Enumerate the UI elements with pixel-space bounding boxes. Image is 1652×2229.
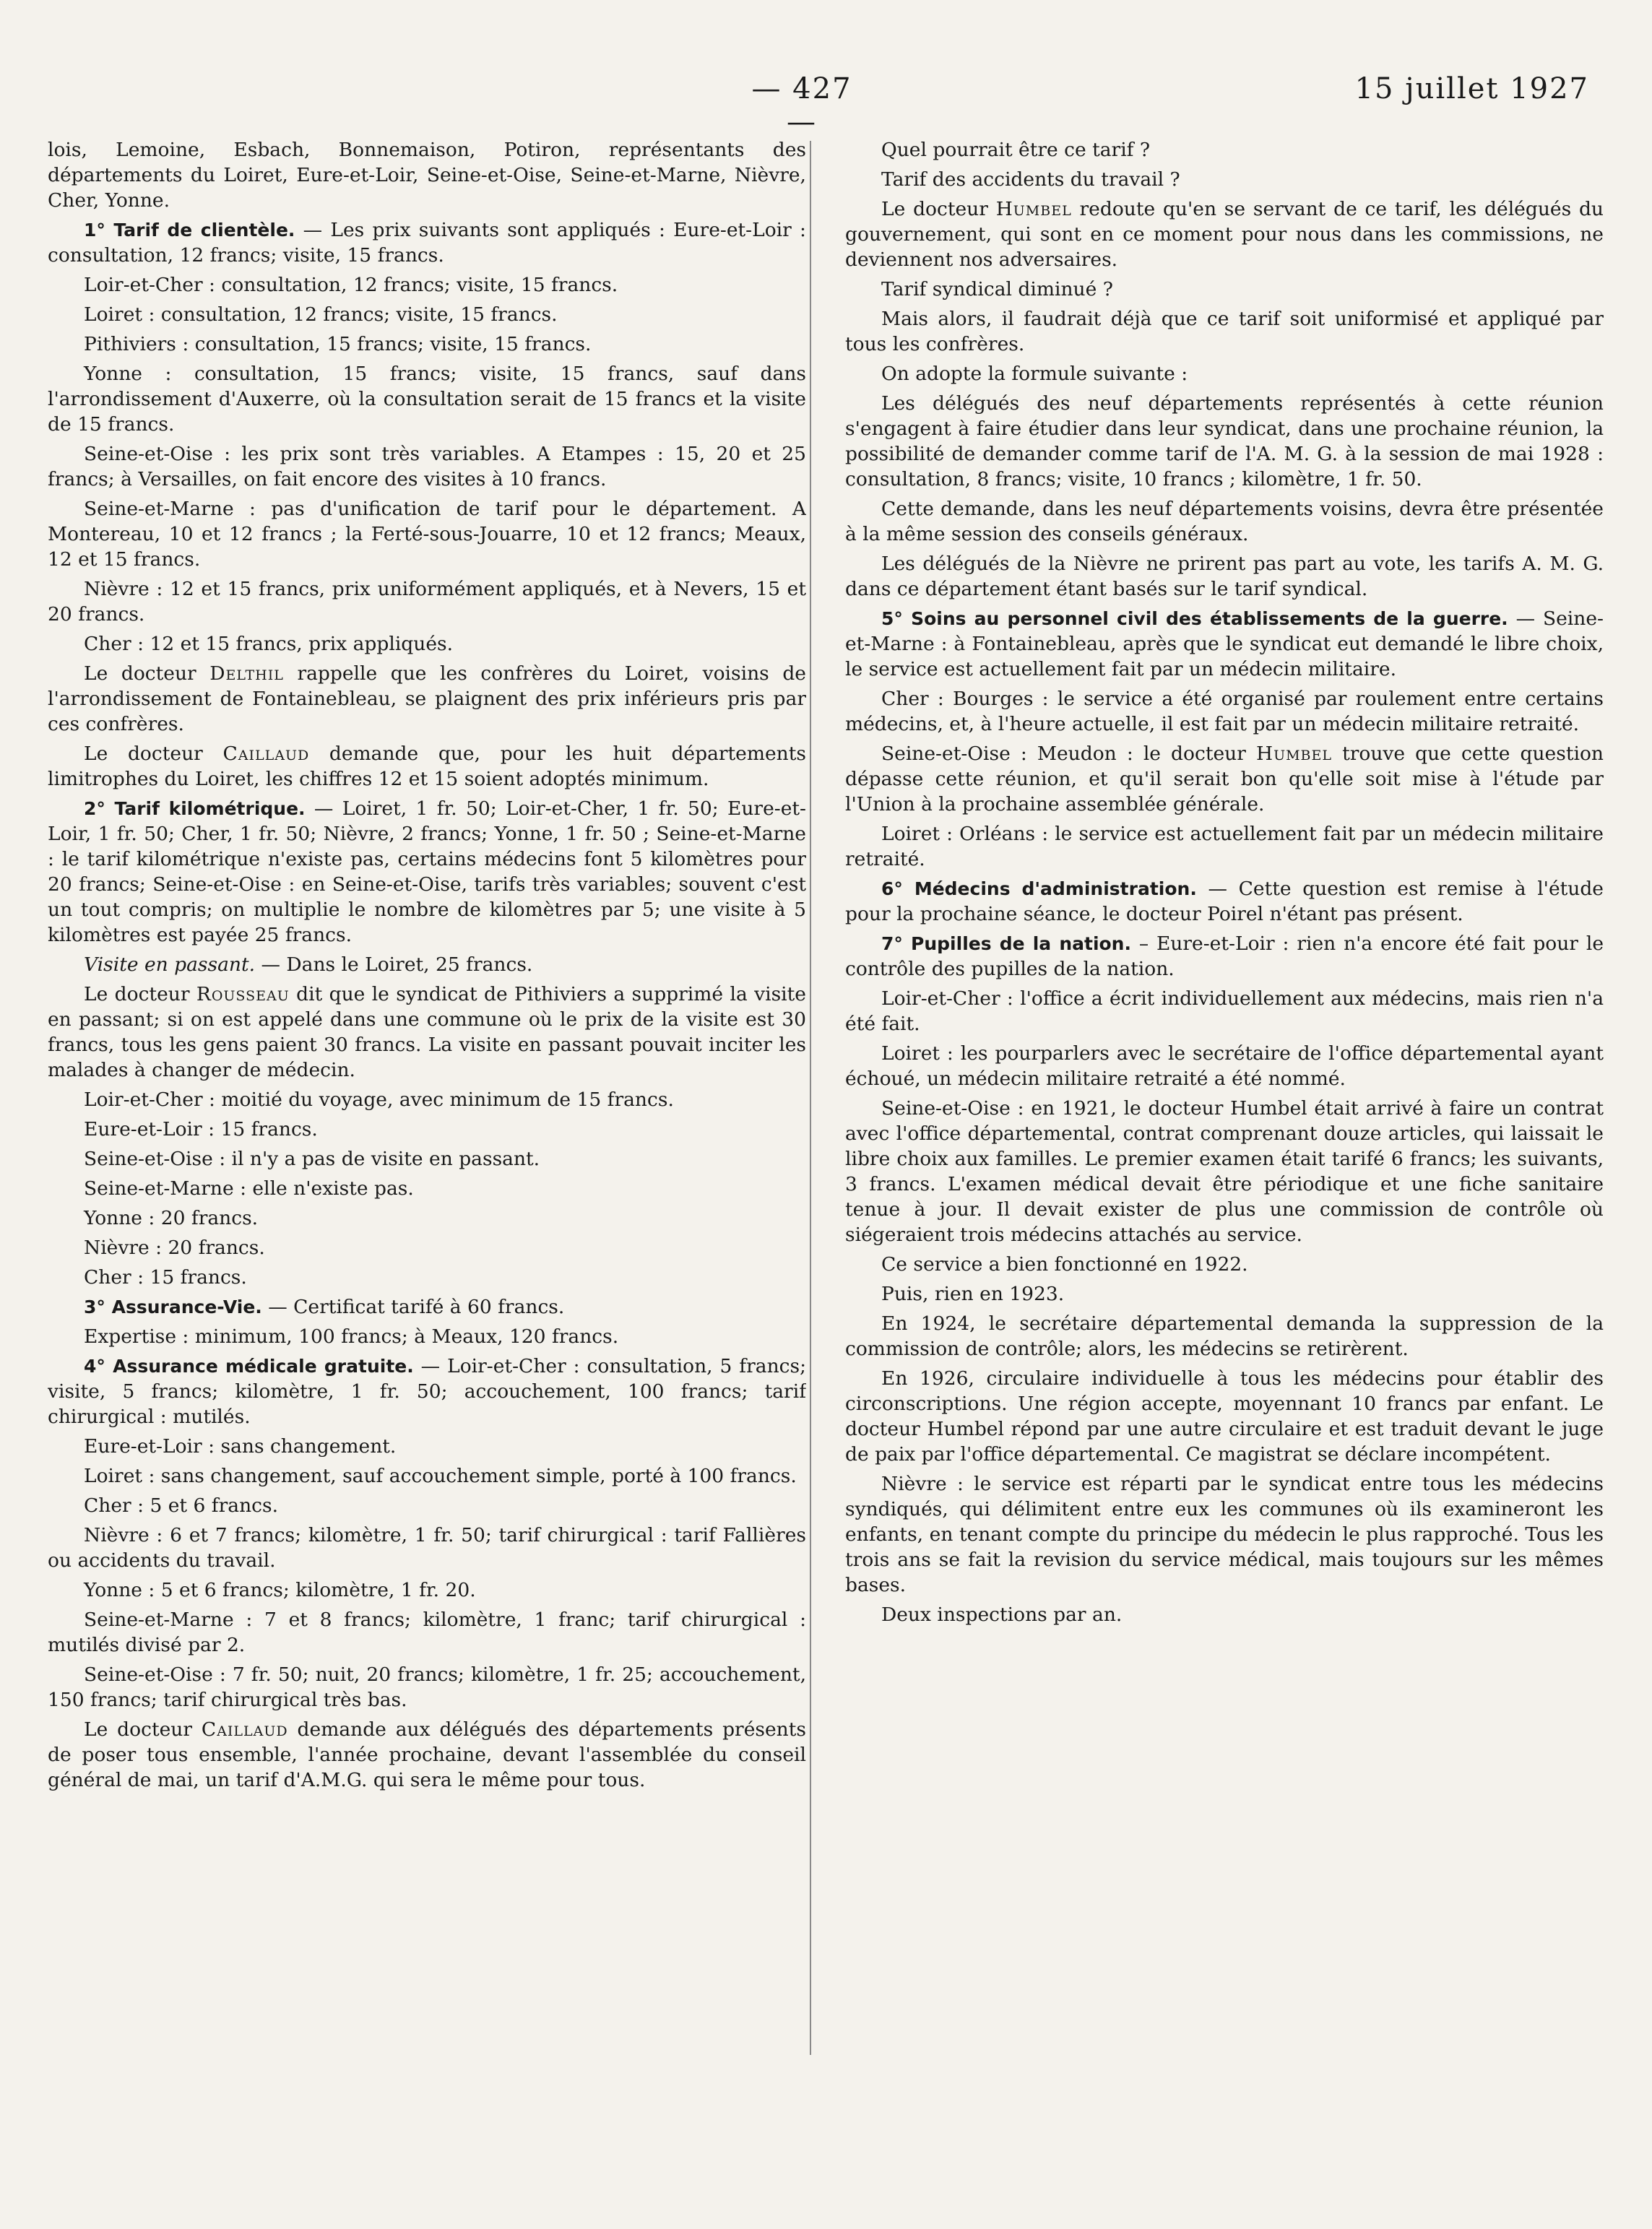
paragraph: Tarif syndical diminué ? [881,278,1113,300]
person-name: Humbel [995,198,1072,220]
section-heading: 3° Assurance-Vie. [84,1297,262,1317]
paragraph: Deux inspections par an. [881,1603,1123,1626]
paragraph: Seine-et-Oise : en 1921, le docteur Humbel était arrivé à faire un contrat avec l'office départemental, contrat comprenant douze articles, qui laissait le libre choix aux familles. Le premier examen était tarifé 6 francs; les suivants, 3 francs. L'examen médical devait être périodique et une fiche sanitaire tenue à jour. Il devait exister de plus une commission de contrôle où siégeraient trois médecins attachés au service. [845,1097,1604,1246]
paragraph: Yonne : 5 et 6 francs; kilomètre, 1 fr. 20. [84,1579,476,1601]
paragraph-text: — Les prix suivants sont appliqués : Eure-et-Loir : consultation, 12 francs; visite, 15 francs. [48,219,806,267]
paragraph [48,796,806,948]
paragraph [48,1717,806,1793]
paragraph: Loiret : sans changement, sauf accouchement simple, porté à 100 francs. [84,1465,797,1487]
paragraph [845,876,1604,927]
paragraph: Cher : 15 francs. [84,1266,247,1289]
paragraph: Nièvre : 12 et 15 francs, prix uniformément appliqués, et à Nevers, 15 et 20 francs. [48,578,806,626]
paragraph-text: demande que, pour les huit départements limitrophes du Loiret, les chiffres 12 et 15 soient adoptés minimum. [48,743,806,790]
right-column [845,137,1604,2135]
paragraph-text: — Seine-et-Marne : à Fontainebleau, après que le syndicat eut demandé le libre choix, le service est actuellement fait par un médecin militaire. [845,607,1604,680]
person-name: Caillaud [201,1718,288,1741]
paragraph: Seine-et-Marne : elle n'existe pas. [84,1177,414,1200]
paragraph-text: rappelle que les confrères du Loiret, voisins de l'arrondissement de Fontainebleau, se plaignent des prix inférieurs pris par ces confrères. [48,662,806,735]
paragraph: Les délégués des neuf départements représentés à cette réunion s'engagent à faire étudier dans leur syndicat, dans une prochaine réunion, la possibilité de demander comme tarif de l'A. M. G. à la session de mai 1928 : consultation, 8 francs; visite, 10 francs ; kilomètre, 1 fr. 50. [845,392,1604,490]
paragraph: Ce service a bien fonctionné en 1922. [881,1253,1248,1276]
page-date: 15 juillet 1927 [1354,72,1589,105]
paragraph [845,931,1604,982]
person-name: Humbel [1255,743,1332,765]
paragraph: Seine-et-Oise : les prix sont très variables. A Etampes : 15, 20 et 25 francs; à Versailles, on fait encore des visites à 10 francs. [48,443,806,490]
paragraph-text: – Eure-et-Loir : rien n'a encore été fait pour le contrôle des pupilles de la nation. [845,932,1604,980]
paragraph: Quel pourrait être ce tarif ? [881,139,1151,161]
paragraph: En 1926, circulaire individuelle à tous les médecins pour établir des circonscriptions. Une région accepte, moyennant 10 francs par enfant. Le docteur Humbel répond par une autre circulaire et est traduit devant le juge de paix par l'office départemental. Ce magistrat se déclare incompétent. [845,1367,1604,1466]
paragraph-text: Seine-et-Oise : Meudon : le docteur [881,743,1256,765]
paragraph: Expertise : minimum, 100 francs; à Meaux, 120 francs. [84,1325,619,1348]
paragraph: En 1924, le secrétaire départemental demanda la suppression de la commission de contrôle; alors, les médecins se retirèrent. [845,1312,1604,1360]
paragraph: Cher : 5 et 6 francs. [84,1494,278,1517]
paragraph: Loiret : les pourparlers avec le secrétaire de l'office départemental ayant échoué, un médecin militaire retraité a été nommé. [845,1042,1604,1090]
paragraph [48,661,806,737]
section-heading: 6° Médecins d'administration. [881,878,1197,899]
section-heading: 4° Assurance médicale gratuite. [84,1356,414,1377]
section-heading: 7° Pupilles de la nation. [881,933,1131,954]
paragraph: Loir-et-Cher : moitié du voyage, avec minimum de 15 francs. [84,1088,674,1111]
paragraph: Seine-et-Marne : 7 et 8 francs; kilomètre, 1 franc; tarif chirurgical : mutilés divisé par 2. [48,1609,806,1656]
paragraph: Eure-et-Loir : sans changement. [84,1435,397,1458]
paragraph: Nièvre : 6 et 7 francs; kilomètre, 1 fr. 50; tarif chirurgical : tarif Fallières ou accidents du travail. [48,1524,806,1572]
section-heading: 2° Tarif kilométrique. [84,798,306,819]
left-column [48,137,806,2135]
paragraph-text: dit que le syndicat de Pithiviers a supprimé la visite en passant; si on est appelé dans une commune où le prix de la visite est 30 francs, tous les gens paient 30 francs. La visite en passant pouvait inciter les malades à changer de médecin. [48,983,806,1081]
page-number: — 427 — [751,72,852,139]
paragraph [48,952,806,977]
paragraph [48,217,806,268]
paragraph-text: trouve que cette question dépasse cette réunion, et qu'il serait bon qu'elle soit mise à l'étude par l'Union à la prochaine assemblée générale. [845,743,1604,815]
paragraph [48,982,806,1083]
paragraph: Les délégués de la Nièvre ne prirent pas part au vote, les tarifs A. M. G. dans ce département étant basés sur le tarif syndical. [845,553,1604,600]
subsection-heading: Visite en passant. [84,953,256,976]
paragraph: Cher : 12 et 15 francs, prix appliqués. [84,633,454,655]
paragraph: Loir-et-Cher : consultation, 12 francs; visite, 15 francs. [84,274,618,296]
person-name: Caillaud [222,743,310,765]
paragraph: Nièvre : 20 francs. [84,1237,265,1259]
paragraph-text: — Loiret, 1 fr. 50; Loir-et-Cher, 1 fr. 50; Eure-et-Loir, 1 fr. 50; Cher, 1 fr. 50; Nièvre, 2 francs; Yonne, 1 fr. 50 ; Seine-et-Marne : le tarif kilométrique n'existe pas, certains médecins font 5 kilomètres pour 20 francs; Seine-et-Oise : en Seine-et-Oise, tarifs très variables; souvent c'est un tout compris; on multiplie le nombre de kilomètres par 5; une visite à 5 kilomètres est payée 25 francs. [48,797,806,946]
paragraph-text: Le docteur [84,662,210,685]
column-divider [810,141,811,2055]
paragraph-text: demande aux délégués des départements présents de poser tous ensemble, l'année prochaine, devant l'assemblée du conseil général de mai, un tarif d'A.M.G. qui sera le même pour tous. [48,1718,806,1791]
paragraph: Loiret : Orléans : le service est actuellement fait par un médecin militaire retraité. [845,823,1604,870]
paragraph: Seine-et-Oise : il n'y a pas de visite en passant. [84,1148,540,1170]
paragraph: Seine-et-Oise : 7 fr. 50; nuit, 20 francs; kilomètre, 1 fr. 25; accouchement, 150 francs; tarif chirurgical très bas. [48,1663,806,1711]
paragraph [48,1354,806,1429]
paragraph-text: — Loir-et-Cher : consultation, 5 francs; visite, 5 francs; kilomètre, 1 fr. 50; accouchement, 100 francs; tarif chirurgical : mutilés. [48,1355,806,1428]
paragraph-text: — Cette question est remise à l'étude pour la prochaine séance, le docteur Poirel n'étant pas présent. [845,878,1604,925]
paragraph-text: — Certificat tarifé à 60 francs. [261,1296,565,1318]
paragraph-text: Le docteur [881,198,996,220]
paragraph: Seine-et-Marne : pas d'unification de tarif pour le département. A Montereau, 10 et 12 francs ; la Ferté-sous-Jouarre, 10 et 12 francs; Meaux, 12 et 15 francs. [48,498,806,571]
paragraph-text: Le docteur [84,983,196,1005]
paragraph: Tarif des accidents du travail ? [881,168,1180,191]
paragraph-text: redoute qu'en se servant de ce tarif, les délégués du gouvernement, qui sont en ce moment pour nous dans les commissions, ne deviennent nos adversaires. [845,198,1604,271]
paragraph-text: Le docteur [84,743,223,765]
section-heading: 5° Soins au personnel civil des établissements de la guerre. [881,608,1508,629]
paragraph-text: Le docteur [84,1718,202,1741]
paragraph: On adopte la formule suivante : [881,363,1188,385]
paragraph: Cher : Bourges : le service a été organisé par roulement entre certains médecins, et, à l'heure actuelle, il est fait par un médecin militaire retraité. [845,688,1604,735]
paragraph: Yonne : consultation, 15 francs; visite, 15 francs, sauf dans l'arrondissement d'Auxerre, où la consultation serait de 15 francs et la visite de 15 francs. [48,363,806,436]
paragraph [48,1294,806,1320]
paragraph: Loir-et-Cher : l'office a écrit individuellement aux médecins, mais rien n'a été fait. [845,987,1604,1035]
paragraph: Eure-et-Loir : 15 francs. [84,1118,318,1141]
paragraph: Yonne : 20 francs. [84,1207,259,1229]
paragraph: Pithiviers : consultation, 15 francs; visite, 15 francs. [84,333,592,355]
section-heading: 1° Tarif de clientèle. [84,220,295,241]
paragraph [845,606,1604,682]
person-name: Delthil [209,662,284,685]
paragraph [845,196,1604,272]
paragraph: lois, Lemoine, Esbach, Bonnemaison, Potiron, représentants des départements du Loiret, Eure-et-Loir, Seine-et-Oise, Seine-et-Marne, Nièvre, Cher, Yonne. [48,139,806,212]
paragraph: Mais alors, il faudrait déjà que ce tarif soit uniformisé et appliqué par tous les confrères. [845,308,1604,355]
paragraph: Loiret : consultation, 12 francs; visite, 15 francs. [84,303,558,326]
paragraph: Puis, rien en 1923. [881,1283,1065,1305]
paragraph-text: — Dans le Loiret, 25 francs. [255,953,533,976]
person-name: Rousseau [196,983,290,1005]
paragraph [48,741,806,792]
paragraph: Cette demande, dans les neuf départements voisins, devra être présentée à la même session des conseils généraux. [845,498,1604,545]
paragraph [845,741,1604,817]
paragraph: Nièvre : le service est réparti par le syndicat entre tous les médecins syndiqués, qui délimitent entre eux les communes où ils examineront les enfants, en tenant compte du principe du médecin le plus rapproché. Tous les trois ans se fait la revision du service médical, mais toujours sur les mêmes bases. [845,1473,1604,1596]
